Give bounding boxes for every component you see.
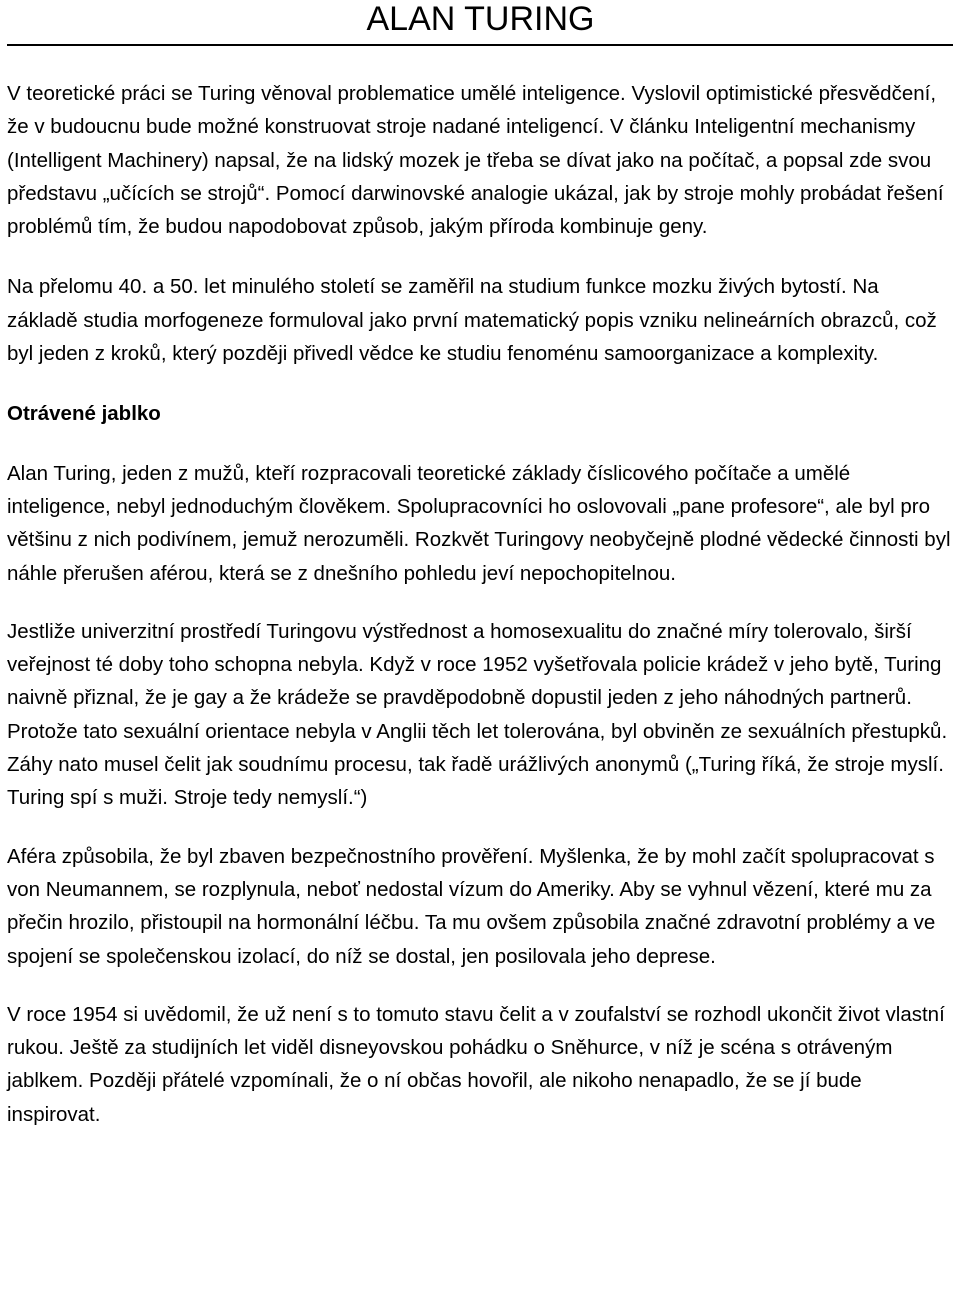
- paragraph-trial: Jestliže univerzitní prostředí Turingovu výstřednost a homosexualitu do značné míry tolerovalo, širší veřejnost té doby toho schopna nebyla. Když v roce 1952 vyšetřovala policie krádež v jeho bytě, Turing naivně přiznal, že je gay a že krádeže se pravděpodobně dopustil jeden z jeho náhodných partnerů. Protože tato sexuální orientace nebyla v Anglii těch let tolerována, byl obviněn ze sexuálních přestupků. Záhy nato musel čelit jak soudnímu procesu, tak řadě urážlivých anonymů („Turing říká, že stroje myslí. Turing spí s muži. Stroje tedy nemyslí.“): [7, 619, 948, 810]
- paragraph-morphogenesis: Na přelomu 40. a 50. let minulého století se zaměřil na studium funkce mozku živých bytostí. Na základě studia morfogeneze formuloval jako první matematický popis vzniku nelineárních obrazců, což byl jeden z kroků, který později přivedl vědce ke studiu fenoménu samoorganizace a komplexity.: [7, 275, 937, 366]
- paragraph-consequences: Aféra způsobila, že byl zbaven bezpečnostního prověření. Myšlenka, že by mohl začít spolupracovat s von Neumannem, se rozplynula, neboť nedostal vízum do Ameriky. Aby se vyhnul vězení, které mu za přečin hrozilo, přistoupil na hormonální léčbu. Ta mu ovšem způsobila značné zdravotní problémy a ve spojení se společenskou izolací, do níž se dostal, jen posilovala jeho deprese.: [7, 844, 936, 968]
- page-title: ALAN TURING: [366, 0, 595, 38]
- paragraph-character: Alan Turing, jeden z mužů, kteří rozpracovali teoretické základy číslicového počítače a umělé inteligence, nebyl jednoduchým člověkem. Spolupracovníci ho oslovovali „pane profesore“, ale byl pro většinu z nich podivínem, jemuž nerozuměli. Rozkvět Turingovy neobyčejně plodné vědecké činnosti byl náhle přerušen aférou, která se z dnešního pohledu jeví nepochopitelnou.: [7, 461, 951, 585]
- title-underline: [7, 44, 953, 46]
- paragraph-ai-intro: V teoretické práci se Turing věnoval problematice umělé inteligence. Vyslovil optimistické přesvědčení, že v budoucnu bude možné konstruovat stroje nadané inteligencí. V článku Inteligentní mechanismy (Intelligent Machinery) napsal, že na lidský mozek je třeba se dívat jako na počítač, a popsal zde svou představu „učících se strojů“. Pomocí darwinovské analogie ukázal, jak by stroje mohly probádat řešení problémů tím, že budou napodobovat způsob, jakým příroda kombinuje geny.: [7, 82, 944, 239]
- section-heading: Otrávené jablko: [7, 402, 161, 426]
- paragraph-death: V roce 1954 si uvědomil, že už není s to tomuto stavu čelit a v zoufalství se rozhodl ukončit život vlastní rukou. Ještě za studijních let viděl disneyovskou pohádku o Sněhurce, v níž je scéna s otráveným jablkem. Později přátelé vzpomínali, že o ní občas hovořil, ale nikoho nenapadlo, že se jí bude inspirovat.: [7, 1002, 945, 1126]
